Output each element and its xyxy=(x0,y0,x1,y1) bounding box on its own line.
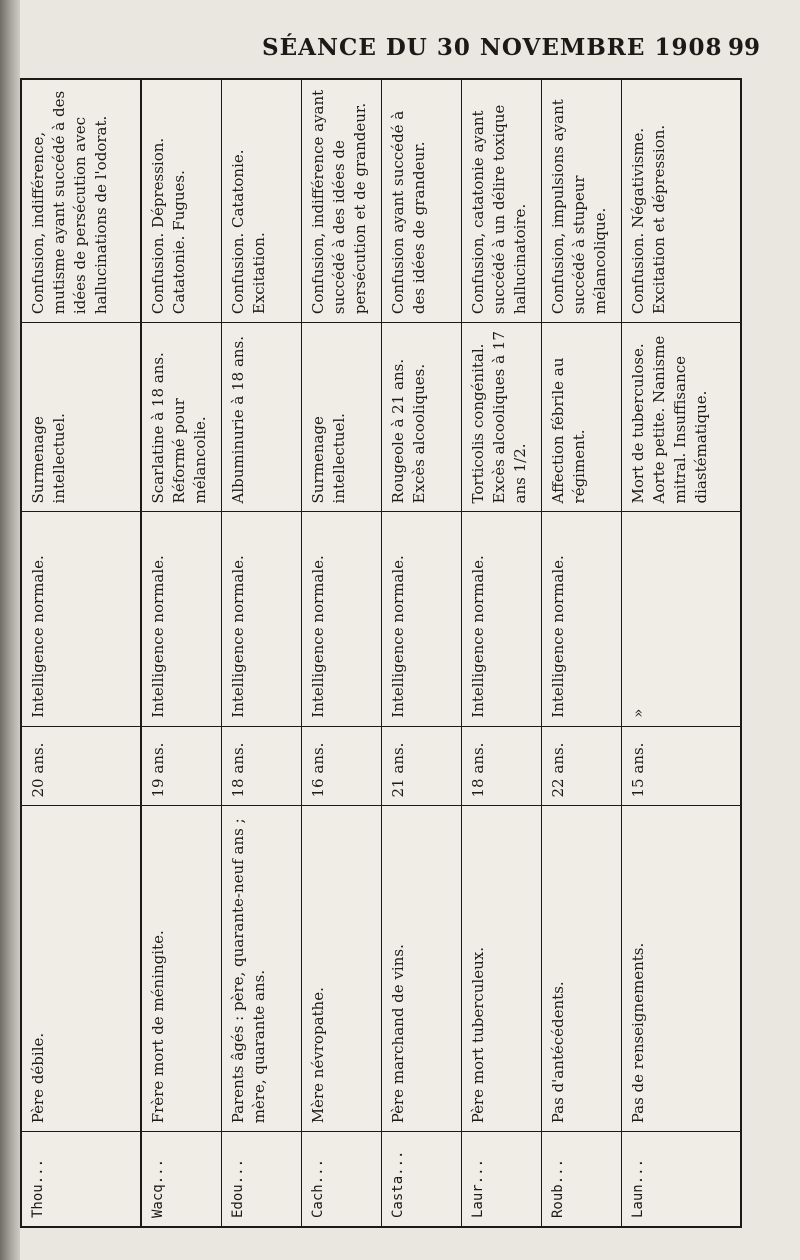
symptoms-cell: Confusion, catatonie ayant succédé à un délire toxique hallucinatoire. xyxy=(469,104,529,315)
heredity-cell: Pas d'antécédents. xyxy=(542,805,621,1131)
antecedents-cell: Torticolis congénital. Excès alcooliques à 17 ans 1/2. xyxy=(462,322,541,511)
heredity-cell: Père mort tuberculeux. xyxy=(462,805,541,1131)
age-cell: 15 ans. xyxy=(622,726,740,806)
heredity-cell: Frère mort de méningite. xyxy=(142,805,221,1131)
intelligence-cell: Intelligence normale. xyxy=(302,511,381,725)
heredity-cell: Père marchand de vins. xyxy=(382,805,461,1131)
rotated-table-frame xyxy=(20,78,742,1228)
antecedents-cell: Mort de tuberculose. Aorte petite. Nanisme mitral. Insuffisance diastématique. xyxy=(622,322,740,511)
patient-name-cell: Wacq... xyxy=(142,1131,221,1226)
intelligence-cell: Intelligence normale. xyxy=(222,511,301,725)
page-title: SÉANCE DU 30 NOVEMBRE 1908 xyxy=(262,34,723,61)
patient-name-cell: Casta... xyxy=(382,1131,461,1226)
symptoms-cell: Confusion. Négativisme. Excitation et dépression. xyxy=(629,124,668,315)
age-cell: 19 ans. xyxy=(142,726,221,806)
age-cell: 18 ans. xyxy=(462,726,541,806)
antecedents-cell: Affection fébrile au régiment. xyxy=(542,322,621,511)
symptoms-cell: Confusion, indifférence, mutisme ayant succédé à des idées de persécution avec hallucinations de l'odorat. xyxy=(29,90,110,315)
symptoms-cell: Confusion ayant succédé à des idées de grandeur. xyxy=(389,110,428,315)
antecedents-cell: Surmenage intellectuel. xyxy=(22,322,140,511)
table-row xyxy=(542,80,622,1226)
intelligence-cell: » xyxy=(622,511,740,725)
age-cell: 16 ans. xyxy=(302,726,381,806)
intelligence-cell: Intelligence normale. xyxy=(382,511,461,725)
intelligence-cell: Intelligence normale. xyxy=(22,511,140,725)
age-cell: 21 ans. xyxy=(382,726,461,806)
heredity-cell: Pas de renseignements. xyxy=(622,805,740,1131)
table-row xyxy=(142,80,222,1226)
antecedents-cell: Rougeole à 21 ans. Excès alcooliques. xyxy=(382,322,461,511)
antecedents-cell: Scarlatine à 18 ans. Réformé pour mélancolie. xyxy=(142,322,221,511)
patient-name-cell: Laun... xyxy=(622,1131,740,1226)
heredity-cell: Père débile. xyxy=(22,805,140,1131)
heredity-cell: Mère névropathe. xyxy=(302,805,381,1131)
symptoms-cell: Confusion, indifférence ayant succédé à des idées de persécution et de grandeur. xyxy=(309,89,369,315)
table-row xyxy=(222,80,302,1226)
observations-table xyxy=(20,78,742,1228)
age-cell: 20 ans. xyxy=(22,726,140,806)
patient-name-cell: Edou... xyxy=(222,1131,301,1226)
intelligence-cell: Intelligence normale. xyxy=(142,511,221,725)
age-cell: 22 ans. xyxy=(542,726,621,806)
intelligence-cell: Intelligence normale. xyxy=(542,511,621,725)
book-binding xyxy=(0,0,20,1260)
age-cell: 18 ans. xyxy=(222,726,301,806)
page-header xyxy=(0,30,800,66)
symptoms-cell: Confusion. Dépression. Catatonie. Fugues. xyxy=(149,137,188,315)
table-row xyxy=(302,80,382,1226)
intelligence-cell: Intelligence normale. xyxy=(462,511,541,725)
patient-name-cell: Cach... xyxy=(302,1131,381,1226)
patient-name-cell: Laur... xyxy=(462,1131,541,1226)
page-number: 99 xyxy=(728,34,761,61)
patient-name-cell: Roub... xyxy=(542,1131,621,1226)
table-row xyxy=(622,80,740,1226)
table-row xyxy=(22,80,142,1226)
symptoms-cell: Confusion. Catatonie. Excitation. xyxy=(229,149,268,315)
symptoms-cell: Confusion, impulsions ayant succédé à stupeur mélancolique. xyxy=(549,99,609,315)
table-row xyxy=(462,80,542,1226)
patient-name-cell: Thou... xyxy=(22,1131,140,1226)
antecedents-cell: Surmenage intellectuel. xyxy=(302,322,381,511)
table-row xyxy=(382,80,462,1226)
antecedents-cell: Albuminurie à 18 ans. xyxy=(222,322,301,511)
heredity-cell: Parents âgés : père, quarante-neuf ans ; mère, quarante ans. xyxy=(222,805,301,1131)
